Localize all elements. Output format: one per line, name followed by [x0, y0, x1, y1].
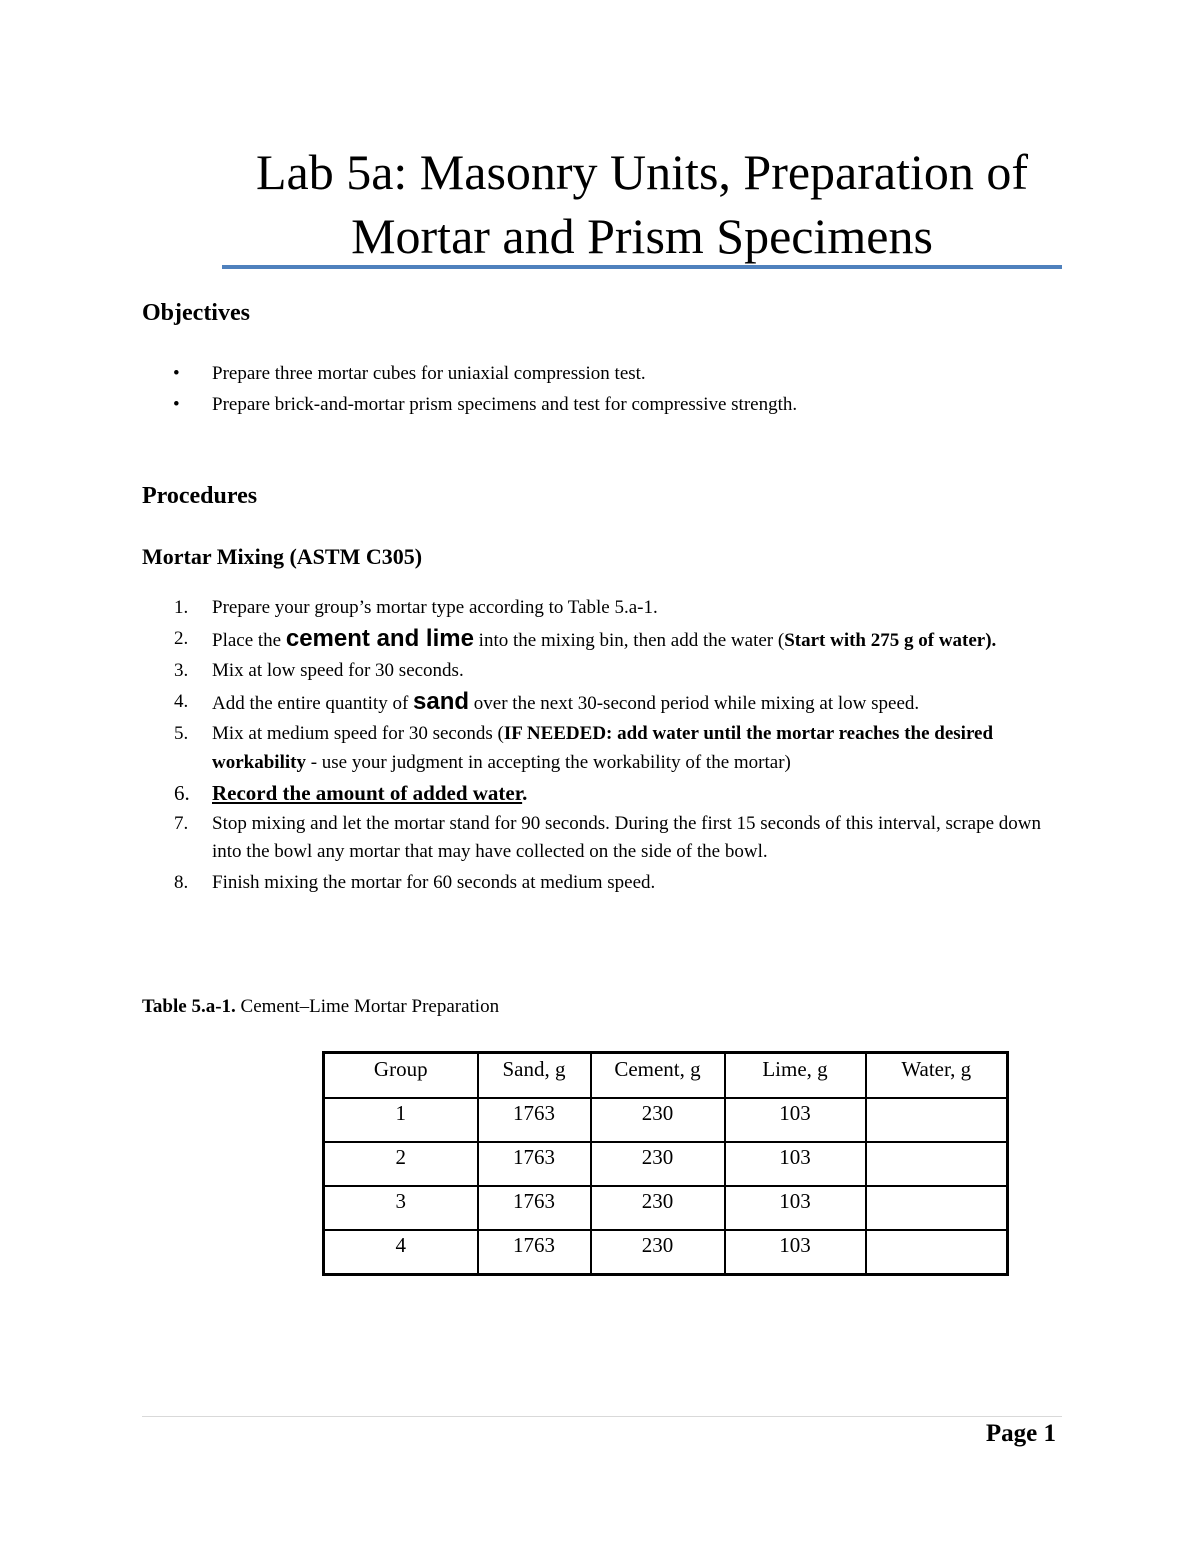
footer-divider — [142, 1416, 1062, 1417]
step-7: 7. Stop mixing and let the mortar stand for 90 seconds. During the first 15 seconds of this interval, scrape down into the bowl any mortar that may have collected on the side of the bowl. — [174, 812, 1041, 862]
title-line-2: Mortar and Prism Specimens — [351, 208, 933, 264]
step-5: 5. Mix at medium speed for 30 seconds (IF NEEDED: add water until the mortar reaches the desired workability - use your judgment in accepting the workability of the mortar) — [174, 723, 994, 773]
column-header: Group — [324, 1053, 478, 1099]
page-number: Page 1 — [985, 1420, 1056, 1447]
column-header: Lime, g — [725, 1053, 866, 1099]
step-2: 2. Place the cement and lime into the mixing bin, then add the water (Start with 275 g of water). — [174, 624, 997, 652]
step-3: 3. Mix at low speed for 30 seconds. — [174, 660, 464, 681]
table-cell: 230 — [591, 1098, 725, 1142]
table-cell — [866, 1186, 1008, 1230]
table-cell: 103 — [725, 1098, 866, 1142]
column-header: Water, g — [866, 1053, 1008, 1099]
step-6: 6. Record the amount of added water. — [174, 781, 528, 805]
procedures-heading: Procedures — [142, 483, 258, 509]
table-caption-text: Cement–Lime Mortar Preparation — [235, 996, 500, 1017]
table-cell: 103 — [725, 1142, 866, 1186]
table-row — [324, 1098, 1008, 1142]
table-caption — [142, 996, 499, 1018]
table-header-row — [324, 1053, 1008, 1099]
step-1: 1. Prepare your group’s mortar type according to Table 5.a-1. — [174, 597, 658, 618]
objective-item — [142, 358, 1062, 389]
table-cell — [866, 1098, 1008, 1142]
objective-item — [142, 389, 1062, 420]
bullet-icon: • — [173, 394, 180, 415]
step-4: 4. Add the entire quantity of sand over the next 30-second period while mixing at low speed. — [174, 687, 920, 715]
objectives-heading: Objectives — [142, 300, 250, 326]
table-cell: 103 — [725, 1186, 866, 1230]
table-cell — [866, 1230, 1008, 1275]
table-cell: 1763 — [478, 1142, 591, 1186]
title-underline — [222, 265, 1062, 269]
table-row — [324, 1230, 1008, 1275]
table-cell: 230 — [591, 1186, 725, 1230]
table-cell: 230 — [591, 1230, 725, 1275]
table-cell: 4 — [324, 1230, 478, 1275]
table-cell: 1763 — [478, 1098, 591, 1142]
table-cell: 230 — [591, 1142, 725, 1186]
objective-text: Prepare brick-and-mortar prism specimens and test for compressive strength. — [212, 394, 798, 415]
table-cell: 1 — [324, 1098, 478, 1142]
document-title — [222, 140, 1062, 268]
table-cell: 2 — [324, 1142, 478, 1186]
mortar-preparation-table — [322, 1051, 1009, 1276]
table-row — [324, 1186, 1008, 1230]
step-8: 8. Finish mixing the mortar for 60 seconds at medium speed. — [174, 871, 656, 893]
objective-text: Prepare three mortar cubes for uniaxial compression test. — [212, 363, 646, 384]
objectives-list — [142, 358, 1062, 420]
table-cell — [866, 1142, 1008, 1186]
table-row — [324, 1142, 1008, 1186]
table-caption-label: Table 5.a-1. — [142, 996, 236, 1017]
procedure-steps — [142, 594, 1062, 899]
title-line-1: Lab 5a: Masonry Units, Preparation of — [255, 144, 1029, 200]
column-header: Sand, g — [478, 1053, 591, 1099]
mortar-mixing-heading: Mortar Mixing (ASTM C305) — [142, 544, 423, 569]
bullet-icon: • — [173, 363, 180, 384]
column-header: Cement, g — [591, 1053, 725, 1099]
table-cell: 1763 — [478, 1186, 591, 1230]
table-cell: 3 — [324, 1186, 478, 1230]
table-cell: 103 — [725, 1230, 866, 1275]
table-cell: 1763 — [478, 1230, 591, 1275]
